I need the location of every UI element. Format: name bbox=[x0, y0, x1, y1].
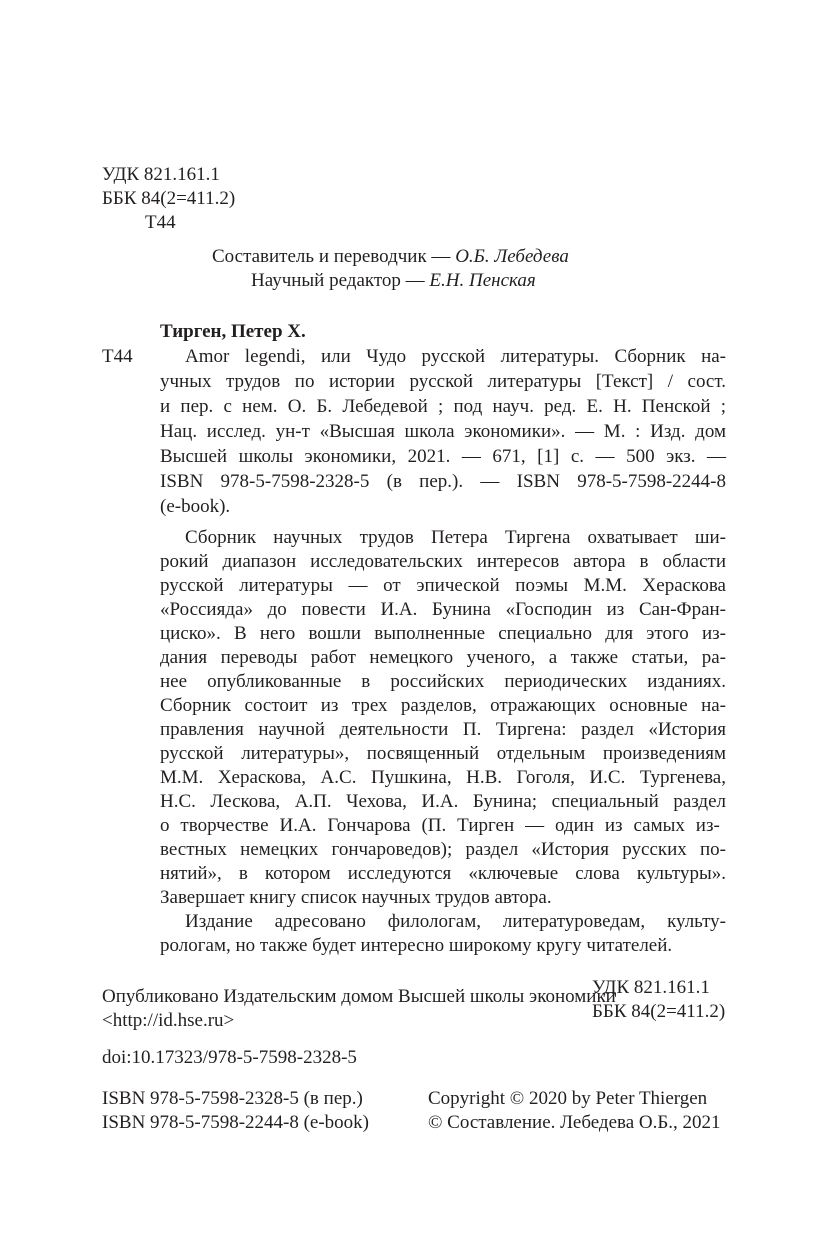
annotation-line: рологам, но также будет интересно широкому кругу читателей. bbox=[160, 935, 673, 956]
annotation-line: Сборник состоит из трех разделов, отражающих основные на- bbox=[160, 695, 726, 716]
annotation-line: русской литературы — от эпической поэмы М.М. Хераскова bbox=[160, 575, 726, 596]
annotation-line: о творчестве И.А. Гончарова (П. Тирген — один из самых из- bbox=[160, 815, 720, 836]
annotation-line: правления научной деятельности П. Тиргена: раздел «История bbox=[160, 719, 726, 740]
author-sign: Т44 bbox=[145, 212, 176, 233]
udk-code-bottom: УДК 821.161.1 bbox=[592, 977, 710, 998]
biblio-line: (e-book). bbox=[160, 496, 231, 517]
copyright-compilation: © Составление. Лебедева О.Б., 2021 bbox=[428, 1112, 721, 1133]
biblio-line: и пер. с нем. О. Б. Лебедевой ; под науч. ред. Е. Н. Пенской ; bbox=[160, 396, 726, 417]
biblio-line: учных трудов по истории русской литературы [Текст] / сост. bbox=[160, 371, 726, 392]
annotation-line: нятий», в котором исследуются «ключевые слова культуры». bbox=[160, 863, 726, 884]
isbn-print: ISBN 978-5-7598-2328-5 (в пер.) bbox=[102, 1088, 363, 1109]
annotation-line: циско». В него вошли выполненные специально для этого из- bbox=[160, 623, 726, 644]
compiler-name: О.Б. Лебедева bbox=[455, 246, 569, 267]
biblio-line: Высшей школы экономики, 2021. — 671, [1] с. — 500 экз. — bbox=[160, 446, 726, 467]
compiler-credit bbox=[212, 245, 569, 269]
annotation-line: Н.С. Лескова, А.П. Чехова, И.А. Бунина; специальный раздел bbox=[160, 791, 726, 812]
doi: doi:10.17323/978-5-7598-2328-5 bbox=[102, 1047, 357, 1068]
annotation-line: вестных немецких гончароведов); раздел «История русских по- bbox=[160, 839, 726, 860]
annotation-line: русской литературы», посвященный отдельным произведениям bbox=[160, 743, 726, 764]
copyright-line: Copyright © 2020 by Peter Thiergen bbox=[428, 1088, 708, 1109]
compiler-label: Составитель и переводчик — bbox=[212, 246, 456, 267]
annotation-line: рокий диапазон исследовательских интересов автора в области bbox=[160, 551, 726, 572]
annotation-line: нее опубликованные в российских периодических изданиях. bbox=[160, 671, 726, 692]
biblio-line: ISBN 978-5-7598-2328-5 (в пер.). — ISBN 978-5-7598-2244-8 bbox=[160, 471, 726, 492]
annotation-line: дания переводы работ немецкого ученого, а также статьи, ра- bbox=[160, 647, 726, 668]
bbk-code-bottom: ББК 84(2=411.2) bbox=[592, 1001, 726, 1022]
editor-label: Научный редактор — bbox=[251, 270, 430, 291]
bbk-code: ББК 84(2=411.2) bbox=[102, 188, 236, 209]
book-author: Тирген, Петер Х. bbox=[160, 321, 306, 342]
publisher-url: <http://id.hse.ru> bbox=[102, 1010, 235, 1031]
annotation-line: Сборник научных трудов Петера Тиргена охватывает ши- bbox=[185, 527, 726, 548]
udk-code: УДК 821.161.1 bbox=[102, 164, 220, 185]
isbn-ebook: ISBN 978-5-7598-2244-8 (e-book) bbox=[102, 1112, 370, 1133]
annotation-line: Издание адресовано филологам, литературоведам, культу- bbox=[185, 911, 726, 932]
annotation-line: Завершает книгу список научных трудов автора. bbox=[160, 887, 552, 908]
publisher-line: Опубликовано Издательским домом Высшей школы экономики bbox=[102, 986, 616, 1007]
biblio-author-sign: Т44 bbox=[102, 346, 133, 367]
editor-name: Е.Н. Пенская bbox=[429, 270, 536, 291]
biblio-line: Нац. исслед. ун-т «Высшая школа экономики». — М. : Изд. дом bbox=[160, 421, 726, 442]
annotation-line: «Россияда» до повести И.А. Бунина «Господин из Сан-Фран- bbox=[160, 599, 726, 620]
biblio-line: Amor legendi, или Чудо русской литературы. Сборник на- bbox=[185, 346, 726, 367]
annotation-line: М.М. Хераскова, А.С. Пушкина, Н.В. Гоголя, И.С. Тургенева, bbox=[160, 767, 726, 788]
editor-credit bbox=[251, 269, 536, 293]
